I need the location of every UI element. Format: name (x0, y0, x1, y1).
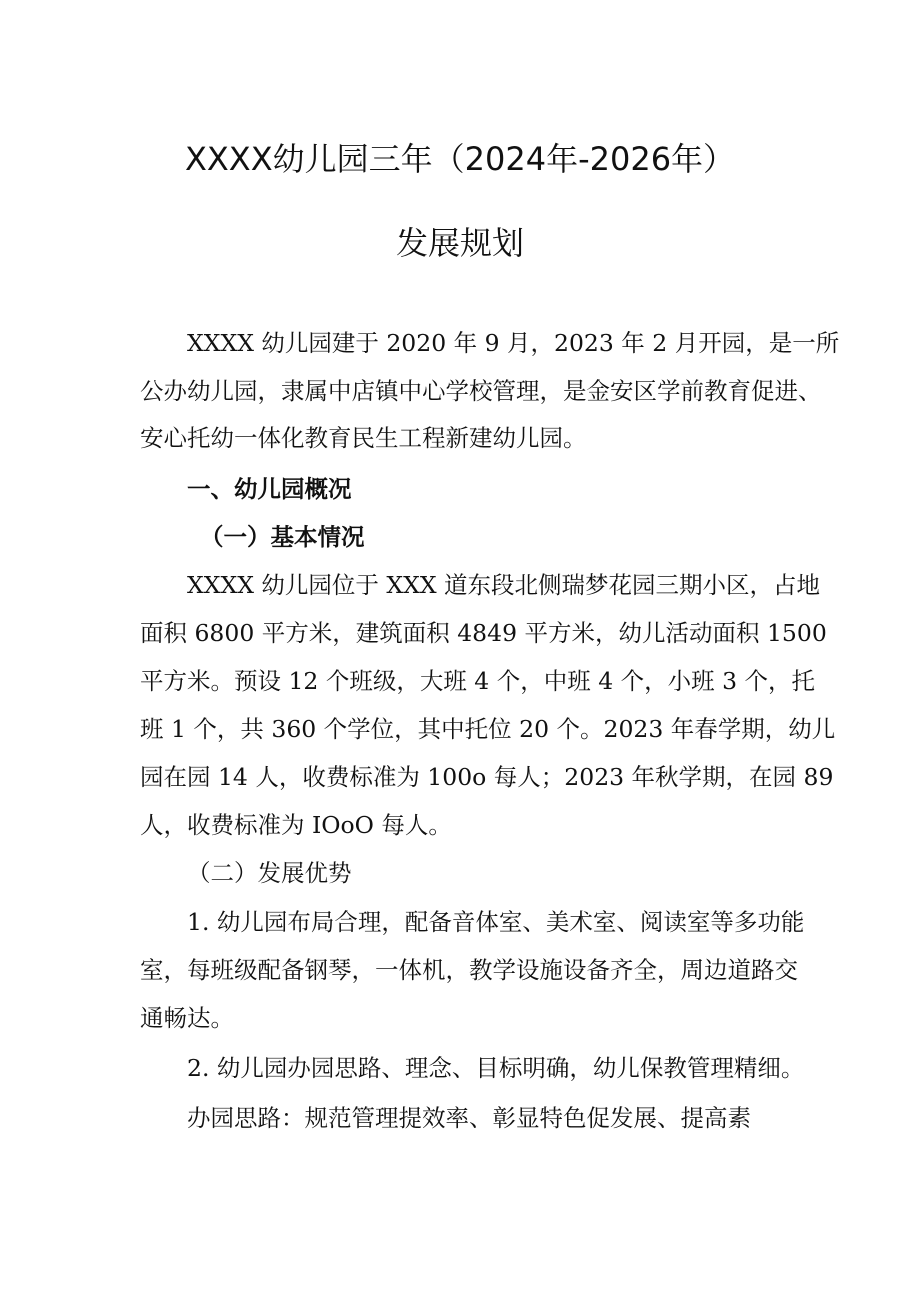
paragraph-line: 室，每班级配备钢琴，一体机，教学设施设备齐全，周边道路交 (140, 956, 798, 984)
paragraph-line: 安心托幼一体化教育民生工程新建幼儿园。 (140, 424, 587, 452)
subsection-heading: （一）基本情况 (200, 523, 365, 551)
paragraph-line: 园在园 14 人，收费标准为 100o 每人；2023 年秋学期，在园 89 (140, 763, 834, 791)
paragraph-line: 面积 6800 平方米，建筑面积 4849 平方米，幼儿活动面积 1500 (140, 619, 827, 647)
paragraph-line: 办园思路：规范管理提效率、彰显特色促发展、提高素 (187, 1104, 751, 1132)
document-title-line2: 发展规划 (395, 224, 524, 262)
paragraph-line: 平方米。预设 12 个班级，大班 4 个，中班 4 个，小班 3 个，托 (140, 667, 816, 695)
paragraph-line: XXXX 幼儿园建于 2020 年 9 月，2023 年 2 月开园，是一所 (187, 329, 840, 357)
document-title-line1: XXXX幼儿园三年（2024年-2026年） (184, 140, 736, 178)
section-heading: 一、幼儿园概况 (187, 475, 352, 503)
paragraph-line: XXXX 幼儿园位于 XXX 道东段北侧瑞梦花园三期小区，占地 (187, 571, 821, 599)
paragraph-line: 2. 幼儿园办园思路、理念、目标明确，幼儿保教管理精细。 (187, 1054, 805, 1082)
paragraph-line: 人，收费标准为 IOoO 每人。 (140, 811, 452, 839)
paragraph-line: 班 1 个，共 360 个学位，其中托位 20 个。2023 年春学期，幼儿 (140, 715, 836, 743)
paragraph-line: 通畅达。 (140, 1004, 234, 1032)
paragraph-line: 1. 幼儿园布局合理，配备音体室、美术室、阅读室等多功能 (187, 908, 805, 936)
subsection-heading: （二）发展优势 (187, 859, 352, 887)
paragraph-line: 公办幼儿园，隶属中店镇中心学校管理，是金安区学前教育促进、 (140, 377, 822, 405)
